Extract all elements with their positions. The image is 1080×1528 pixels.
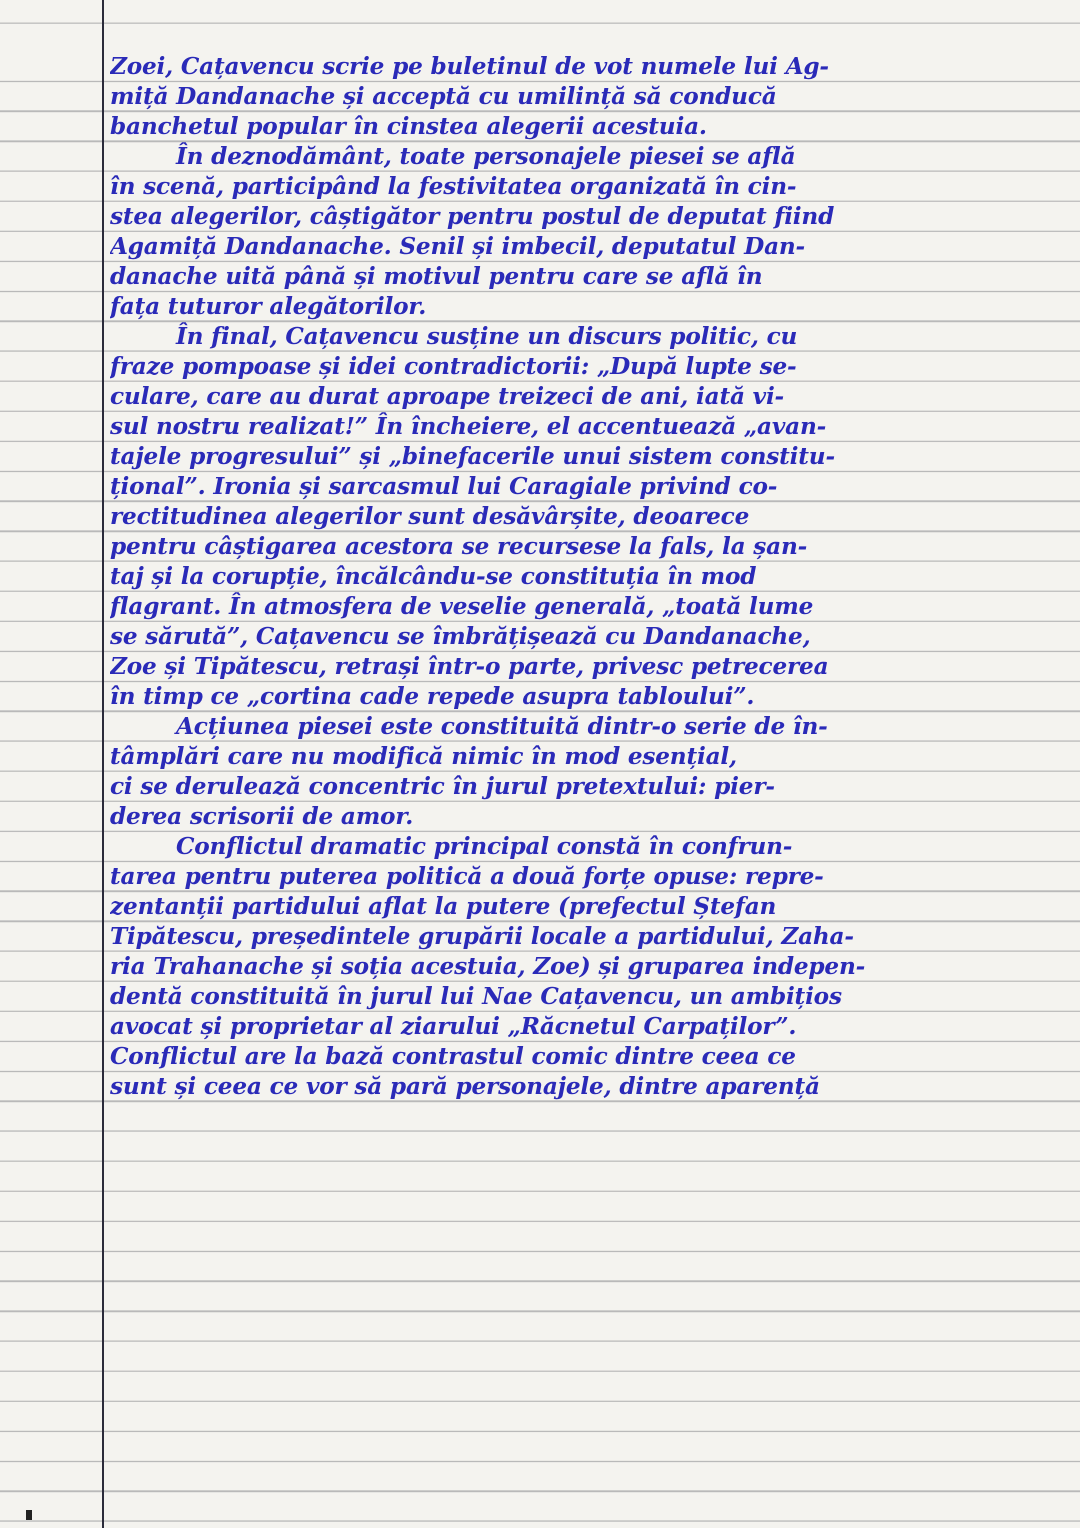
text-line: Zoei, Cațavencu scrie pe buletinul de vot numele lui Ag-	[110, 53, 829, 80]
text-line: avocat și proprietar al ziarului „Răcnetul Carpaților”.	[110, 1013, 797, 1040]
text-line: tarea pentru puterea politică a două forțe opuse: repre-	[110, 863, 824, 890]
text-line: taj și la corupție, încălcându-se constituția în mod	[110, 563, 757, 590]
text-line: ria Trahanache și soția acestuia, Zoe) și gruparea indepen-	[110, 953, 866, 980]
text-line: Tipătescu, președintele grupării locale a partidului, Zaha-	[110, 923, 854, 950]
text-line: rectitudinea alegerilor sunt desăvârșite, deoarece	[110, 503, 750, 530]
text-line: culare, care au durat aproape treizeci de ani, iată vi-	[110, 383, 784, 410]
text-line: În deznodământ, toate personajele piesei se află	[176, 143, 796, 170]
text-line: Zoe și Tipătescu, retrași într-o parte, privesc petrecerea	[110, 653, 829, 680]
text-line: fraze pompoase și idei contradictorii: „După lupte se-	[110, 353, 797, 380]
text-line: sul nostru realizat!” În încheiere, el accentuează „avan-	[110, 413, 827, 440]
text-line: zentanții partidului aflat la putere (prefectul Ștefan	[110, 893, 777, 920]
text-line: Conflictul are la bază contrastul comic dintre ceea ce	[110, 1043, 796, 1070]
text-line: flagrant. În atmosfera de veselie generală, „toată lume	[110, 593, 814, 620]
text-line: se sărută”, Cațavencu se îmbrățișează cu Dandanache,	[110, 623, 811, 650]
text-line: tâmplări care nu modifică nimic în mod esențial,	[110, 743, 737, 770]
text-line: În final, Cațavencu susține un discurs politic, cu	[176, 323, 798, 350]
margin-line	[102, 0, 104, 1528]
text-line: Acțiunea piesei este constituită dintr-o serie de în-	[176, 713, 828, 740]
text-line: miță Dandanache și acceptă cu umilință să conducă	[110, 83, 777, 110]
text-line: banchetul popular în cinstea alegerii acestuia.	[110, 113, 707, 140]
text-line: sunt și ceea ce vor să pară personajele, dintre aparență	[110, 1073, 820, 1100]
text-line: ci se derulează concentric în jurul pretextului: pier-	[110, 773, 775, 800]
text-line: fața tuturor alegătorilor.	[110, 293, 427, 320]
text-line: în scenă, participând la festivitatea organizată în cin-	[110, 173, 797, 200]
text-line: Conflictul dramatic principal constă în confrun-	[176, 833, 793, 860]
text-line: țional”. Ironia și sarcasmul lui Caragiale privind co-	[110, 473, 778, 500]
text-line: derea scrisorii de amor.	[110, 803, 414, 830]
text-line: dentă constituită în jurul lui Nae Cațavencu, un ambițios	[110, 983, 842, 1010]
text-line: pentru câștigarea acestora se recursese la fals, la șan-	[110, 533, 808, 560]
text-line: în timp ce „cortina cade repede asupra tabloului”.	[110, 683, 755, 710]
text-line: Agamiță Dandanache. Senil și imbecil, deputatul Dan-	[110, 233, 805, 260]
handwritten-text-block	[110, 52, 1050, 1102]
text-line: danache uită până și motivul pentru care se află în	[110, 263, 763, 290]
page-edge-mark	[26, 1510, 32, 1520]
text-line: tajele progresului” și „binefacerile unui sistem constitu-	[110, 443, 835, 470]
text-line: stea alegerilor, câștigător pentru postul de deputat fiind	[110, 203, 835, 230]
